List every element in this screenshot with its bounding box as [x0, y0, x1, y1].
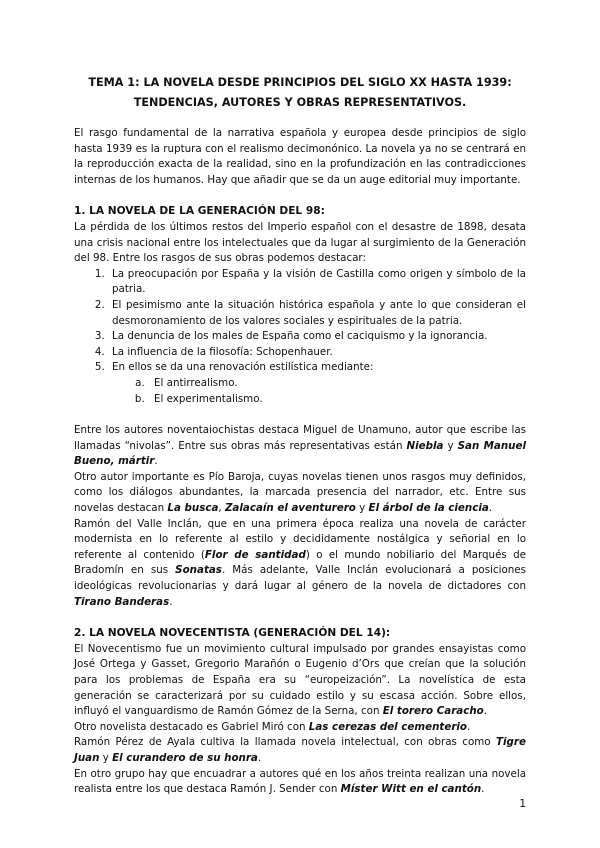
work-title: Flor de santidad	[204, 548, 306, 561]
work-title: Tigre Juan	[74, 736, 526, 764]
text-run: Otro autor importante es Pío Baroja, cuyas novelas tienen unos rasgos muy definidos, como los diálogos abundantes, la marcada presencia del narrador, etc. Entre sus novelas destacan	[74, 470, 526, 515]
work-title: La busca	[167, 502, 219, 515]
work-title: Tirano Banderas	[74, 595, 170, 608]
work-title: Míster Witt en el cantón	[340, 783, 482, 796]
list-item: 3. La denuncia de los males de España como el caciquismo y la ignorancia.	[108, 329, 526, 345]
text-run: Ramón del Valle Inclán, que en una primera época realiza una novela de carácter modernista en lo referente al estilo y decididamente nostálgica y señorial en lo referente al contenido (	[74, 517, 526, 561]
list-item	[108, 360, 526, 407]
text-run: ,	[218, 502, 225, 515]
intro-paragraph: El rasgo fundamental de la narrativa española y europea desde principios de siglo hasta 1939 es la ruptura con el realismo decimonónico. La novela ya no se centrará en la reproducción exacta de la realidad, sino en la profundización en las contradicciones internas de los humanos. Hay que añadir que se da un auge editorial muy importante.	[74, 127, 526, 186]
text-run: .	[169, 595, 173, 608]
text-run: El Novecentismo fue un movimiento cultural impulsado por grandes ensayistas como José Ortega y Gasset, Gregorio Marañón o Eugenio d’Ors que creían que la solución para los problemas de España era su “europeización”. La novelística de esta generación se caracterizará por su cuidado estilo y su escasa acción. Sobre ellos, influyó el vanguardismo de Ramón Gómez de la Serna, con	[74, 642, 526, 718]
sub-list-item: a. El antirrealismo.	[148, 376, 526, 392]
work-title: San Manuel Bueno, mártir	[74, 439, 527, 468]
sub-list	[112, 376, 526, 407]
text-run: .	[488, 502, 493, 515]
text-run: y	[443, 439, 458, 452]
text-run: .	[467, 720, 471, 733]
text-run: Ramón Pérez de Ayala cultiva la llamada novela intelectual, con obras como	[74, 736, 496, 749]
title-line-2: TENDENCIAS, AUTORES Y OBRAS REPRESENTATIVOS.	[133, 96, 467, 109]
list-item: 2. El pesimismo ante la situación histórica española y ante lo que consideran el desmoronamiento de los valores sociales y espirituales de la patria.	[108, 298, 526, 329]
work-title: Zalacaín el aventurero	[224, 502, 356, 515]
miro-paragraph	[74, 720, 526, 736]
text-run: . Más adelante, Valle Inclán evolucionará a posiciones ideológicas revolucionarias y dará lugar al género de la novela de dictadores con	[74, 564, 526, 593]
section-1-heading: 1. LA NOVELA DE LA GENERACIÓN DEL 98:	[74, 205, 325, 218]
sender-paragraph	[74, 767, 526, 798]
text-run: ) o el mundo nobiliario del Marqués de Bradomín en sus	[74, 548, 526, 577]
valle-paragraph	[74, 517, 526, 611]
work-title: El torero Caracho	[382, 705, 484, 718]
section-1-intro: La pérdida de los últimos restos del Imperio español con el desastre de 1898, desata una crisis nacional entre los intelectuales que da lugar al surgimiento de la Generación del 98. Entre los rasgos de sus obras podemos destacar:	[74, 220, 526, 265]
novecentismo-paragraph	[74, 642, 526, 720]
text-run: .	[257, 751, 262, 764]
baroja-paragraph	[74, 470, 526, 517]
text-run: En otro grupo hay que encuadrar a autores qué en los años treinta realizan una novela realista entre los que destaca Ramón J. Sender con	[74, 767, 526, 796]
list-item: 4. La influencia de la filosofía: Schopenhauer.	[108, 345, 526, 361]
page-number: 1	[519, 798, 526, 810]
work-title: Las cerezas del cementerio	[308, 720, 468, 733]
text-run: .	[483, 705, 488, 718]
text-run: Otro novelista destacado es Gabriel Miró con	[74, 720, 309, 733]
text-run: y	[355, 502, 369, 515]
text-run: Entre los autores noventaiochistas destaca Miguel de Unamuno, autor que escribe las llamadas “nivolas”. Entre sus obras más representativas están	[74, 424, 526, 452]
perez-de-ayala-paragraph	[74, 735, 526, 766]
sub-list-item: b. El experimentalismo.	[148, 392, 526, 408]
features-list	[74, 267, 526, 407]
work-title: El curandero de su honra	[112, 751, 258, 764]
document-body	[74, 126, 526, 798]
text-run: .	[481, 783, 485, 796]
work-title: Niebla	[406, 439, 444, 452]
title-line-1: TEMA 1: LA NOVELA DESDE PRINCIPIOS DEL SIGLO XX HASTA 1939:	[88, 76, 512, 89]
unamuno-paragraph	[74, 423, 526, 470]
page-title	[74, 73, 526, 113]
list-item: 1. La preocupación por España y la visión de Castilla como origen y símbolo de la patria.	[108, 267, 526, 298]
text-run: .	[154, 455, 158, 468]
section-2-heading: 2. LA NOVELA NOVECENTISTA (GENERACIÓN DEL 14):	[74, 627, 391, 640]
list-item-text: En ellos se da una renovación estilística mediante:	[112, 361, 374, 374]
work-title: Sonatas	[175, 564, 222, 577]
text-run: y	[99, 751, 113, 764]
work-title: El árbol de la ciencia	[368, 502, 489, 515]
